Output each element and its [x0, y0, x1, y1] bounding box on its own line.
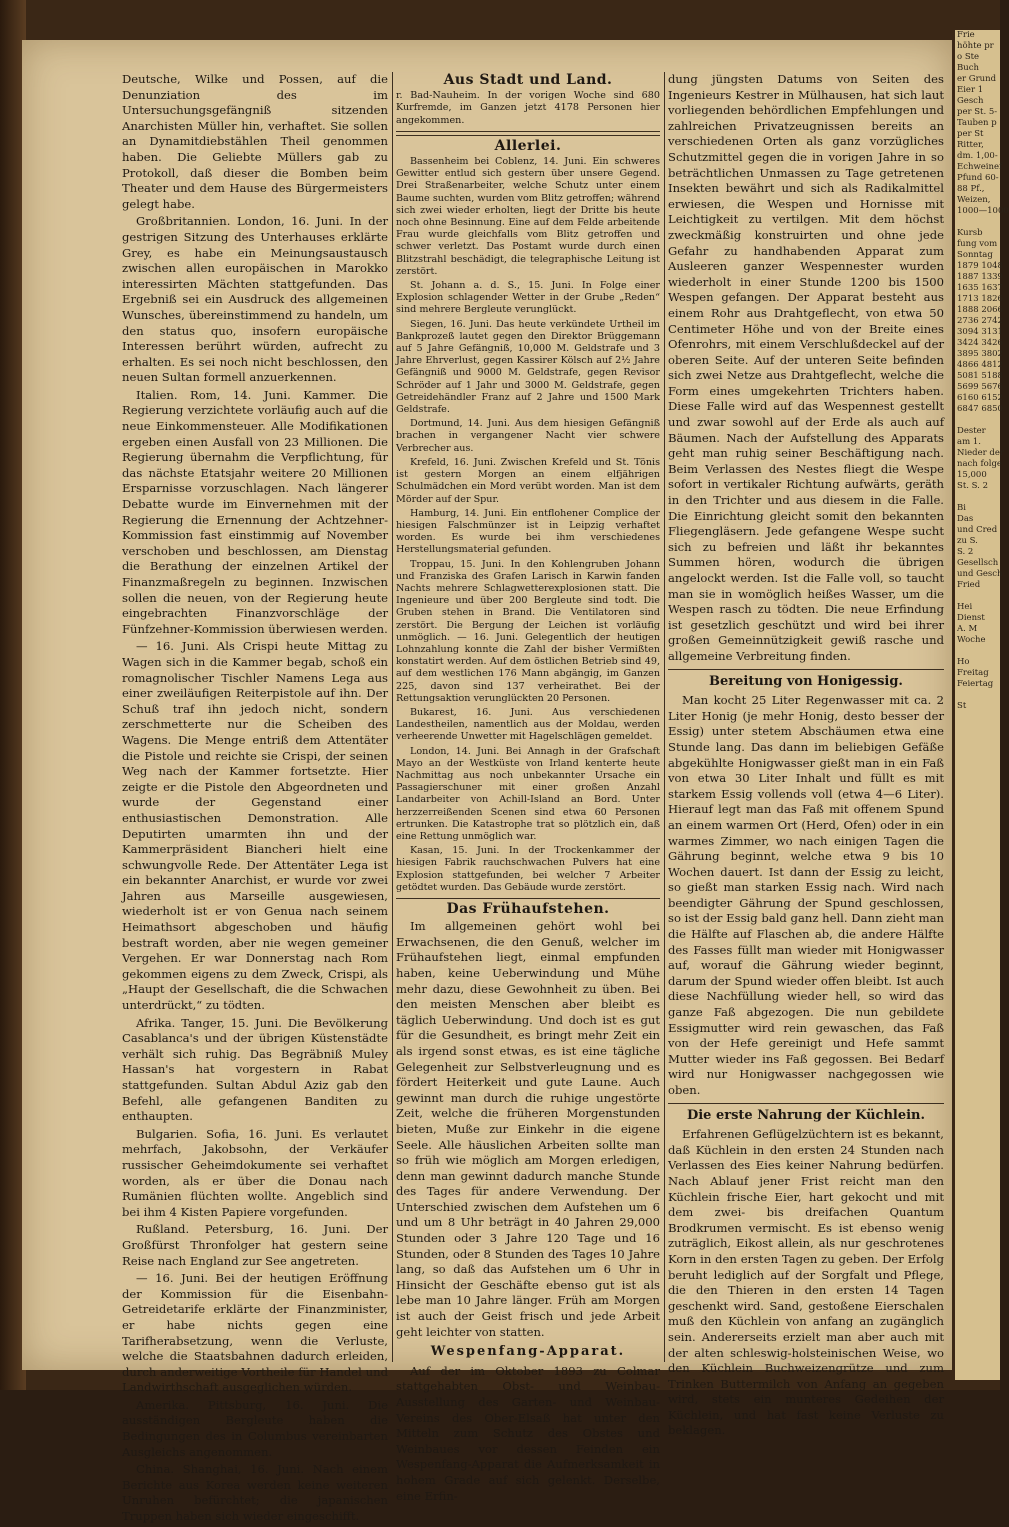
section-heading-fruehaufstehen: Das Frühaufstehen. — [446, 901, 610, 917]
edge-fragment: Tauben p — [957, 118, 997, 128]
edge-fragment: Fried — [957, 580, 981, 590]
allerlei-item: Bassenheim bei Coblenz, 14. Juni. Ein schweres Gewitter entlud sich gestern über unsere Gegend. Drei Straßenarbeiter, welche Schutz unter einem Baume suchten, wurden vom Blitz getroffen; während sich zwei wieder erholten, liegt der Dritte bis heute noch ohne Besinnung. Eine auf dem Felde arbeitende Frau wurde gleichfalls vom Blitz getroffen und schwer verletzt. Das Postamt wurde durch einen Blitzstrahl beschädigt, die telegraphische Leitung ist zerstört. — [396, 156, 660, 277]
edge-fragment — [955, 217, 1000, 228]
edge-fragment: am 1. — [957, 437, 981, 447]
allerlei-list — [396, 156, 660, 894]
edge-fragment: 88 Pf., — [957, 184, 985, 194]
edge-fragment: Dester — [957, 426, 986, 436]
edge-fragment: Ho — [957, 657, 970, 667]
edge-fragment: er Grund — [957, 74, 997, 84]
edge-fragment: Freitag — [957, 668, 989, 678]
allerlei-item: Hamburg, 14. Juni. Ein entflohener Complice der hiesigen Falschmünzer ist in Leipzig verhaftet worden. Es wurde bei ihm verschiedenes Herstellungsmaterial gefunden. — [396, 507, 660, 556]
edge-fragment: per St — [957, 129, 984, 139]
divider — [396, 898, 660, 899]
edge-fragment: 6160 6152 — [957, 393, 1003, 403]
edge-fragment: Das — [957, 514, 974, 524]
edge-fragment: o Ste — [957, 52, 980, 62]
edge-fragment: Ritter, — [957, 140, 984, 150]
column-right — [668, 72, 944, 1441]
adjacent-page-edge — [955, 30, 1009, 1380]
wespenfang-text: Auf der im Oktober 1893 zu Colmar stattgehabten Obst- und Weinbau-Ausstellung des Garten- und Weinbau-Vereins des Ober-Elsaß hat unter den Mitteln zum Schutz des Obstes und Weinbaues vor dessen Feinden ein Wespenfang-Apparat die Aufmerksamkeit in hohem Grade auf sich gelenkt. Derselbe, eine Erfin- — [396, 1363, 660, 1503]
edge-fragment: St. S. 2 — [957, 481, 988, 491]
allerlei-item: London, 14. Juni. Bei Annagh in der Grafschaft Mayo an der Westküste von Irland kenterte heute Nachmittag aus noch unbekannter Ursache ein Passagierschuner mit einer großen Anzahl Landarbeiter von Achill-Island an Bord. Unter herzzerreißenden Scenen sind etwa 60 Personen ertrunken. Die Katastrophe trat so plötzlich ein, daß eine Rettung unmöglich war. — [396, 745, 660, 842]
column-left — [122, 72, 388, 1527]
edge-fragment — [955, 690, 1000, 701]
edge-fragment: Eier 1 — [957, 85, 984, 95]
edge-fragment: Dienst — [957, 613, 985, 623]
column-rule-1 — [392, 72, 393, 1362]
allerlei-item: Siegen, 16. Juni. Das heute verkündete Urtheil im Bankprozeß lautet gegen den Direktor Brüggemann auf 5 Jahre Gefängniß, 10,000 M. Geldstrafe und 3 Jahre Ehrverlust, gegen Kassirer Kölsch auf 2½ Jahre Gefängniß und 9000 M. Geldstrafe, gegen Revisor Schröder auf 1 Jahr und 3000 M. Geldstrafe, gegen Getreidehändler Franz auf 2 Jahre und 1500 Mark Geldstrafe. — [396, 318, 660, 416]
column-middle — [396, 72, 660, 1506]
divider — [668, 669, 944, 670]
news-paragraph: Italien. Rom, 14. Juni. Kammer. Die Regierung verzichtete vorläufig auch auf die neue Einkommensteuer. Alle Modifikationen ergeben einen Ausfall von 23 Millionen. Die Regierung übernahm die Verpflichtung, für das nächste Etatsjahr weitere 20 Millionen Ersparnisse vorzuschlagen. Nach längerer Debatte wurde im Einvernehmen mit der Regierung die Ernennung der Achtzehner-Kommission fast einstimmig auf November verschoben und beschlossen, am Dienstag die Berathung der einzelnen Artikel der Finanzmaßregeln zu beginnen. Inzwischen sollen die neuen, von der Regierung heute eingebrachten Finanzvorschläge der Fünfzehner-Kommission überwiesen werden. — [122, 387, 388, 636]
edge-fragment: 1000—1000 — [957, 206, 1009, 216]
honigessig-text: Man kocht 25 Liter Regenwasser mit ca. 2 Liter Honig (je mehr Honig, desto besser der Essig) unter stetem Abschäumen etwa eine Stunde lang. Das dann im beliebigen Gefäße abgekühlte Honigwasser gießt man in ein Faß von etwa 30 Liter Inhalt und füllt es mit starkem Essig vollends voll (etwa 4—6 Liter). Hierauf legt man das Faß mit offenem Spund an einem warmen Ort (Herd, Ofen) oder in ein warmes Zimmer, wo nach einigen Tagen die Gährung beginnt, welche etwa 9 bis 10 Wochen dauert. Ist dann der Essig zu leicht, so gießt man starken Essig nach. Wird nach beendigter Gährung der Spund geschlossen, so ist der Essig bald ganz hell. Dann zieht man die Hälfte auf Flaschen ab, die andere Hälfte des Fasses füllt man wieder mit Honigwasser auf, worauf die Gährung wieder beginnt, darum der Spund wieder offen bleibt. Ist auch diese Nachfüllung wieder hell, so wird das ganze Faß abgezogen. Die nun gebildete Essigmutter wird rein gewaschen, das Faß von der Hefe gereinigt und Hefe sammt Mutter wieder ins Faß gegossen. Bei Bedarf wird nur Honigwasser nachgegossen wie oben. — [668, 693, 944, 1097]
edge-fragment: 5699 5676 — [957, 382, 1003, 392]
edge-fragment: dm. 1,00- — [957, 151, 998, 161]
edge-fragment: 6847 6850 — [957, 404, 1003, 414]
edge-fragment: Gesellsch — [957, 558, 999, 568]
section-heading-kuechlein: Die erste Nahrung der Küchlein. — [686, 1107, 926, 1123]
allerlei-item: Dortmund, 14. Juni. Aus dem hiesigen Gefängniß brachen in vergangener Nacht vier schwere Verbrecher aus. — [396, 418, 660, 454]
section-heading-allerlei: Allerlei. — [494, 137, 562, 154]
news-paragraph: Amerika. Pittsburg, 16. Juni. Die ausständigen Bergleute haben die Bedingungen des in Columbus vereinbarten Ausgleichs angenommen. — [122, 1397, 388, 1459]
edge-fragment: fung vom — [957, 239, 998, 249]
allerlei-item: Kasan, 15. Juni. In der Trockenkammer der hiesigen Fabrik rauchschwachen Pulvers hat eine Explosion stattgefunden, bei welcher 7 Arbeiter getödtet wurden. Das Gebäude wurde zerstört. — [396, 845, 660, 893]
allerlei-item: St. Johann a. d. S., 15. Juni. In Folge einer Explosion schlagender Wetter in der Grube „Reden“ sind mehrere Bergleute verunglückt. — [396, 280, 660, 316]
edge-fragment: 1879 1048 — [957, 261, 1003, 271]
edge-fragment — [955, 492, 1000, 503]
edge-fragment: Gesch — [957, 96, 984, 106]
news-paragraph: Großbritannien. London, 16. Juni. In der gestrigen Sitzung des Unterhauses erklärte Grey, es habe ein Meinungsaustausch zwischen allen europäischen in Marokko interessirten Mächten stattgefunden. Das Ergebniß sei ein Ausdruck des allgemeinen Wunsches, übereinstimmend zu handeln, um den status quo, insofern europäische Interessen berührt würden, aufrecht zu erhalten. Es sei noch nicht beschlossen, den neuen Sultan formell anzuerkennen. — [122, 214, 388, 385]
edge-fragment: 4866 4812 — [957, 360, 1003, 370]
edge-fragment: Nieder der — [957, 448, 1004, 458]
column-rule-2 — [664, 72, 665, 1362]
edge-fragment: und Cred — [957, 525, 998, 535]
edge-fragment: Weizen, — [957, 195, 991, 205]
fruehaufstehen-text: Im allgemeinen gehört wohl bei Erwachsenen, die den Genuß, welcher im Frühaufstehen liegt, einmal empfunden haben, keine Ueberwindung und Mühe mehr dazu, diese Gewohnheit zu üben. Bei den meisten Menschen aber bleibt es täglich Ueberwindung. Und doch ist es gut für die Gesundheit, es bringt mehr Zeit ein als irgend sonst etwas, es ist eine tägliche Gelegenheit zur Selbstverleugnung und es fördert Heiterkeit und gute Laune. Auch gewinnt man durch die ruhige ungestörte Zeit, welche die früheren Morgenstunden bieten, Muße zur Einkehr in die eigene Seele. Alle häuslichen Arbeiten sollte man so früh wie möglich am Morgen erledigen, denn man gewinnt dadurch manche Stunde des Tages für andere Verwendung. Der Unterschied zwischen dem Aufstehen um 6 und um 8 Uhr beträgt in 40 Jahren 29,000 Stunden oder 3 Jahre 120 Tage und 16 Stunden, oder 8 Stunden des Tages 10 Jahre lang, so daß das Aufstehen um 6 Uhr in Hinsicht der Geschäfte ebenso gut ist als lebe man 10 Jahre länger. Früh am Morgen ist auch der Geist frisch und jede Arbeit geht leichter von statten. — [396, 919, 660, 1339]
edge-fragment: Hei — [957, 602, 973, 612]
news-paragraph: Deutsche, Wilke und Possen, auf die Denunziation des im Untersuchungsgefängniß sitzenden Anarchisten Müller hin, verhaftet. Sie sollen an Dynamitdiebstählen Theil genommen haben. Die Geliebte Müllers gab zu Protokoll, daß dieser die Bomben beim Theater und dem Hause des Bürgermeisters gelegt habe. — [122, 72, 388, 211]
edge-fragment: 1888 2066 — [957, 305, 1003, 315]
section-heading-wespenfang: Wespenfang-Apparat. — [430, 1344, 626, 1360]
section-heading-honigessig: Bereitung von Honigessig. — [709, 673, 903, 689]
edge-fragment: 2736 2742 — [957, 316, 1003, 326]
edge-fragment — [955, 591, 1000, 602]
edge-fragment: 15,000 — [957, 470, 987, 480]
edge-fragment: Sonntag — [957, 250, 993, 260]
kuechlein-text: Erfahrenen Geflügelzüchtern ist es bekannt, daß Küchlein in den ersten 24 Stunden nach Verlassen des Eies keiner Nahrung bedürfen. Nach Ablauf jener Frist reicht man den Küchlein frische Eier, hart gekocht und mit dem zwei- bis dreifachen Quantum Brodkrumen vermischt. Es ist ebenso wenig zuträglich, Eikost allein, als nur geschrotenes Korn in den ersten Tagen zu geben. Der Erfolg beruht lediglich auf der Sorgfalt und Pflege, die den Thieren in den ersten 14 Tagen geschenkt wird. Sand, gestoßene Eierschalen muß den Küchlein von anfang an zugänglich sein. Andererseits erzielt man aber auch mit der alten schleswig-holsteinischen Weise, wo den Küchlein Buchweizengrütze und zum Trinken Buttermilch von Anfang an gegeben wird, stets ein munteres Gedeihen der Küchlein, und hat fast keine Verluste zu beklagen. — [668, 1127, 944, 1438]
allerlei-item: Bukarest, 16. Juni. Aus verschiedenen Landestheilen, namentlich aus der Moldau, werden verheerende Unwetter mit Hagelschlägen gemeldet. — [396, 706, 660, 743]
intro-paragraph: r. Bad-Nauheim. In der vorigen Woche sind 680 Kurfremde, im Ganzen jetzt 4178 Personen hier angekommen. — [396, 90, 660, 126]
edge-fragment: Woche — [957, 635, 986, 645]
news-paragraph: Rußland. Petersburg, 16. Juni. Der Großfürst Thronfolger hat gestern seine Reise nach England zur See angetreten. — [122, 1222, 388, 1268]
wespenfang-continued-text: dung jüngsten Datums von Seiten des Ingenieurs Kestrer in Mülhausen, hat sich laut vorliegenden behördlichen Empfehlungen und zahlreichen Privatzeugnissen bereits an verschiedenen Orten als ganz vorzügliches Schutzmittel gegen die in vorigen Jahre in so beträchtlichen Unmassen zu Tage getretenen Insekten bewährt und sich als Radikalmittel erwiesen, die Wespen und Hornisse mit Leichtigkeit zu vertilgen. Mit dem höchst zweckmäßig konstruirten und ohne jede Gefahr zu handhabenden Apparat zum Ausleeren ganzer Wespennester wurden wiederholt in einer Stunde 1200 bis 1500 Wespen gefangen. Der Apparat besteht aus einem Rohr aus Drahtgeflecht, von etwa 50 Centimeter Höhe und von der Breite eines Ofenrohrs, mit einem Verschlußdeckel auf der oberen Seite. Auf der unteren Seite befinden sich zwei Netze aus Drahtgeflecht, welche die Form eines umgekehrten Trichters haben. Diese Falle wird auf das Wespennest gestellt und zwar sowohl auf der Erde als auch auf Bäumen. Nach der Aufstellung des Apparats geht man ruhig seiner Beschäftigung nach. Beim Verlassen des Nestes fliegt die Wespe sofort in vertikaler Richtung aufwärts, geräth in den Trichter und aus diesem in die Falle. Die Einrichtung gleicht somit den bekannten Fliegengläsern. Jede gefangene Wespe sucht sich zu befreien und läßt ihr bekanntes Summen hören, wodurch die übrigen angelockt werden. Ist die Falle voll, so taucht man sie in womöglich heißes Wasser, um die Wespen rasch zu tödten. Die neue Erfindung ist gesetzlich geschützt und wird bei ihrer großen Gemeinnützigkeit gewiß rasche und allgemeine Verbreitung finden. — [668, 72, 944, 663]
edge-fragment: 1713 1826 — [957, 294, 1003, 304]
edge-fragment: per St. 5- — [957, 107, 998, 117]
news-paragraph: China. Shanghai, 16. Juni. Nach einem Berichte aus Korea werden keine weiteren Unruhen befürchtet; die japanischen Truppen haben sich wieder eingeschifft. — [122, 1462, 388, 1524]
edge-fragment: 3424 3426 — [957, 338, 1003, 348]
edge-fragment: höhte pr — [957, 41, 994, 51]
edge-fragment: Frie — [957, 30, 975, 40]
edge-fragment: Bi — [957, 503, 966, 513]
divider — [668, 1103, 944, 1104]
section-heading-aus-stadt-und-land: Aus Stadt und Land. — [443, 72, 613, 88]
edge-fragment: 3094 3131 — [957, 327, 1003, 337]
divider — [396, 131, 660, 136]
news-paragraph: Bulgarien. Sofia, 16. Juni. Es verlautet mehrfach, Jakobsohn, der Verkäufer russischer Geheimdokumente sei verhaftet worden, als er über die Donau nach Rumänien flüchten wollte. Angeblich sind bei ihm 4 Kisten Papiere vorgefunden. — [122, 1126, 388, 1219]
edge-fragment: 5081 5188 — [957, 371, 1003, 381]
edge-fragment: 1887 1339 — [957, 272, 1003, 282]
edge-fragment: St — [957, 701, 967, 711]
edge-fragment: nach folge — [957, 459, 1002, 469]
edge-fragment: Pfund 60- — [957, 173, 999, 183]
edge-fragment: A. M — [957, 624, 978, 634]
edge-fragment: und Gesch — [957, 569, 1003, 579]
edge-fragment: Buch — [957, 63, 979, 73]
edge-fragment: Echweinef — [957, 162, 1003, 172]
allerlei-item: Krefeld, 16. Juni. Zwischen Krefeld und St. Tönis ist gestern Morgen an einem elfjährigen Schulmädchen ein Mord verübt worden. Man ist dem Mörder auf der Spur. — [396, 456, 660, 505]
news-paragraph: — 16. Juni. Bei der heutigen Eröffnung der Kommission für die Eisenbahn-Getreidetarife erklärte der Finanzminister, er habe nichts gegen eine Tarifherabsetzung, wenn die Verluste, welche die Staatsbahnen dadurch erleiden, durch anderweitige Vortheile für Handel und Landwirthschaft ausgeglichen würden. — [122, 1271, 388, 1395]
news-paragraph: — 16. Juni. Als Crispi heute Mittag zu Wagen sich in die Kammer begab, schoß ein romagnolischer Tischler Namens Lega aus einer zweiläufigen Reiterpistole auf ihn. Der Schuß traf ihn jedoch nicht, sondern zerschmetterte nur die Scheiben des Wagens. Die Menge entriß dem Attentäter die Pistole und reichte sie Crispi, der seinen Weg nach der Kammer fortsetzte. Hier zeigte er die Pistole den Abgeordneten und wurde der Gegenstand einer enthusiastischen Demonstration. Alle Deputirten umarmten ihn und der Kammerpräsident Biancheri hielt eine schwungvolle Rede. Der Attentäter Lega ist ein bekannter Anarchist, er wurde vor zwei Jahren aus Marseille ausgewiesen, wiederholt ist er von Genua nach seinem Heimathsort abgeschoben und häufig bestraft worden, aber nie wegen gemeiner Vergehen. Er war Donnerstag nach Rom gekommen eigens zu dem Zweck, Crispi, als „Haupt der Gesellschaft, die die Schwachen unterdrückt,“ zu tödten. — [122, 639, 388, 1013]
edge-fragment: S. 2 — [957, 547, 974, 557]
allerlei-item: Troppau, 15. Juni. In den Kohlengruben Johann und Franziska des Grafen Larisch in Karwin fanden Nachts mehrere Schlagwetterexplosionen statt. Die Ingenieure und über 200 Bergleute sind todt. Die Gruben stehen in Brand. Die Ventilatoren sind zerstört. Die Bergung der Leichen ist vorläufig unmöglich. — 16. Juni. Gelegentlich der heutigen Lohnzahlung konnte die Zahl der bisher Vermißten konstatirt werden. Auf dem östlichen Betrieb sind 49, auf dem westlichen 176 Mann abgängig, im Ganzen 225, davon sind 137 verheirathet. Bei der Rettungsaktion verunglückten 20 Personen. — [396, 558, 660, 704]
edge-fragment — [955, 415, 1000, 426]
edge-fragment: 3895 3802 — [957, 349, 1003, 359]
edge-fragment — [955, 646, 1000, 657]
edge-fragment: 1635 1637 — [957, 283, 1003, 293]
edge-fragment: Kursb — [957, 228, 983, 238]
edge-fragment: zu S. — [957, 536, 978, 546]
edge-fragment: Feiertag — [957, 679, 994, 689]
news-paragraph: Afrika. Tanger, 15. Juni. Die Bevölkerung Casablanca's und der übrigen Küstenstädte verhält sich ruhig. Das Begräbniß Muley Hassan's hat vorgestern in Rabat stattgefunden. Sultan Abdul Aziz gab den Befehl, alle gefangenen Banditen zu enthaupten. — [122, 1015, 388, 1124]
